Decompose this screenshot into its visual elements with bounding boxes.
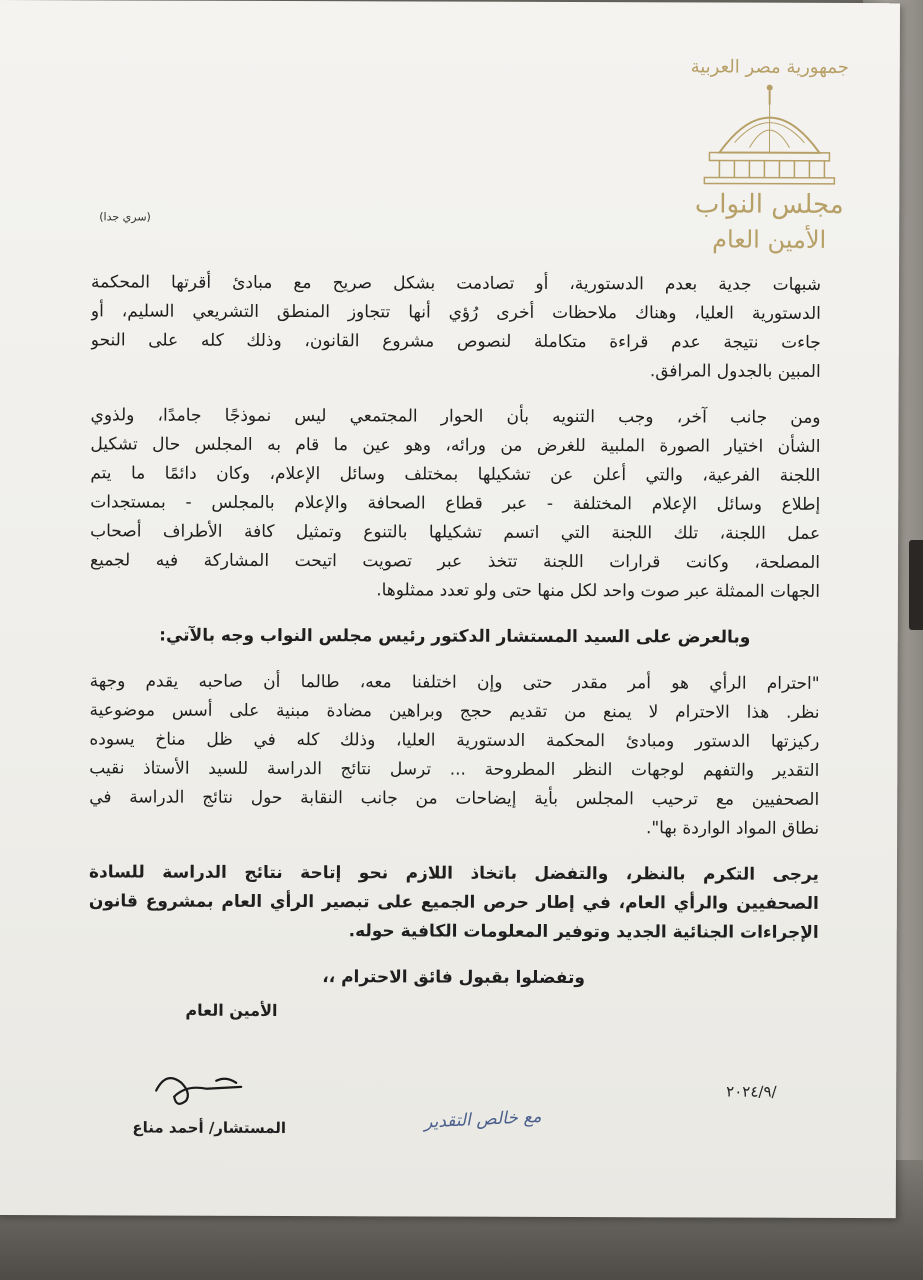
p2-line-5: عمل اللجنة، تلك اللجنة التي اتسم تشكيلها بالتنوع وتمثيل كافة الأطراف أصحاب [90,521,821,544]
request-line-2: الصحفيين والرأي العام، في إطار حرص الجميع على تبصير الرأي العام بمشروع قانون [88,891,819,914]
p1-line-1: شبهات جدية بعدم الدستورية، أو تصادمت بشكل صريح مع مبادئ أقرتها المحكمة [90,272,822,295]
handwritten-signature [146,1061,256,1111]
quote-line-3: ركيزتها الدستور ومبادئ المحكمة الدستورية العليا، وذلك كله في ظل مناخ يسوده [89,729,820,752]
handwritten-regards-note: مع خالص التقدير [423,1106,542,1133]
p2-line-2: الشأن اختيار الصورة الملبية للغرض من ورائه، وهو عين ما قام به المجلس حال تشكيل [90,434,821,457]
p2-line-6: المصلحة، وكانت قرارات اللجنة تتخذ عبر تصويت اتيحت المشاركة فيه لجميع [90,550,821,573]
parliament-dome-emblem [679,42,860,263]
institution-name: مجلس النواب [694,189,844,220]
p1-line-3: جاءت نتيجة عدم قراءة متكاملة لنصوص مشروع القانون، وذلك كله على النحو [90,330,821,353]
quote-line-5: الصحفيين مع ترحيب المجلس بأية إيضاحات من جانب النقابة حول نتائج الدراسة في [89,787,820,810]
request-line-3: الإجراءات الجنائية الجديد وتوفير المعلومات الكافية حوله. [348,921,819,943]
p2-line-7: الجهات الممثلة عبر صوت واحد لكل منها حتى ولو تعدد ممثلوها. [376,580,820,602]
letter-body [89,268,822,994]
p1-line-2: الدستورية العليا، وهناك ملاحظات أخرى رُؤي أنها تتجاوز المنطق التشريعي السليم، أو [90,301,821,324]
office-name: الأمين العام [712,225,827,254]
quote-line-4: التقدير والتفهم لوجهات النظر المطروحة ... ترسل نتائج الدراسة للسيد الأستاذ نقيب [89,758,820,781]
quote-line-2: نظر. هذا الاحترام لا يمنع من تقديم حجج وبراهين مضادة مبنية على أسس موضوعية [89,700,820,723]
p2-line-4: إطلاع وسائل الإعلام المختلفة - عبر قطاع الصحافة والإعلام بالمجلس - بمستجدات [90,492,821,515]
signatory-title: الأمين العام [185,1000,278,1020]
signatory-name: المستشار/ أحمد مناع [132,1118,287,1138]
closing-salutation: وتفضلوا بقبول فائق الاحترام ،، [322,967,585,989]
binder-clip [909,540,923,630]
parliament-letterhead [679,42,860,263]
document-date: /٢٠٢٤/٩ [726,1082,777,1101]
p1-line-4: المبين بالجدول المرافق. [649,361,821,382]
country-name: جمهورية مصر العربية [690,56,849,78]
p2-line-1: ومن جانب آخر، وجب التنويه بأن الحوار المجتمعي ليس نموذجًا جامدًا، ولذوي [90,405,821,428]
p2-line-3: اللجنة الفرعية، والتي أعلن عن تشكيلها بمختلف وسائل الإعلام، وكان دائمًا ما يتم [90,463,821,486]
directive-heading: وبالعرض على السيد المستشار الدكتور رئيس مجلس النواب وجه بالآتي: [159,625,751,648]
quote-line-1: "احترام الرأي هو أمر مقدر حتى وإن اختلفنا معه، طالما أن صاحبه يقدم وجهة [89,671,820,694]
classification-label: (سري جدا) [99,210,151,224]
request-line-1: يرجى التكرم بالنظر، والتفضل باتخاذ اللازم نحو إتاحة نتائج الدراسة للسادة [88,862,819,885]
quote-line-6: نطاق المواد الواردة بها". [645,818,820,839]
